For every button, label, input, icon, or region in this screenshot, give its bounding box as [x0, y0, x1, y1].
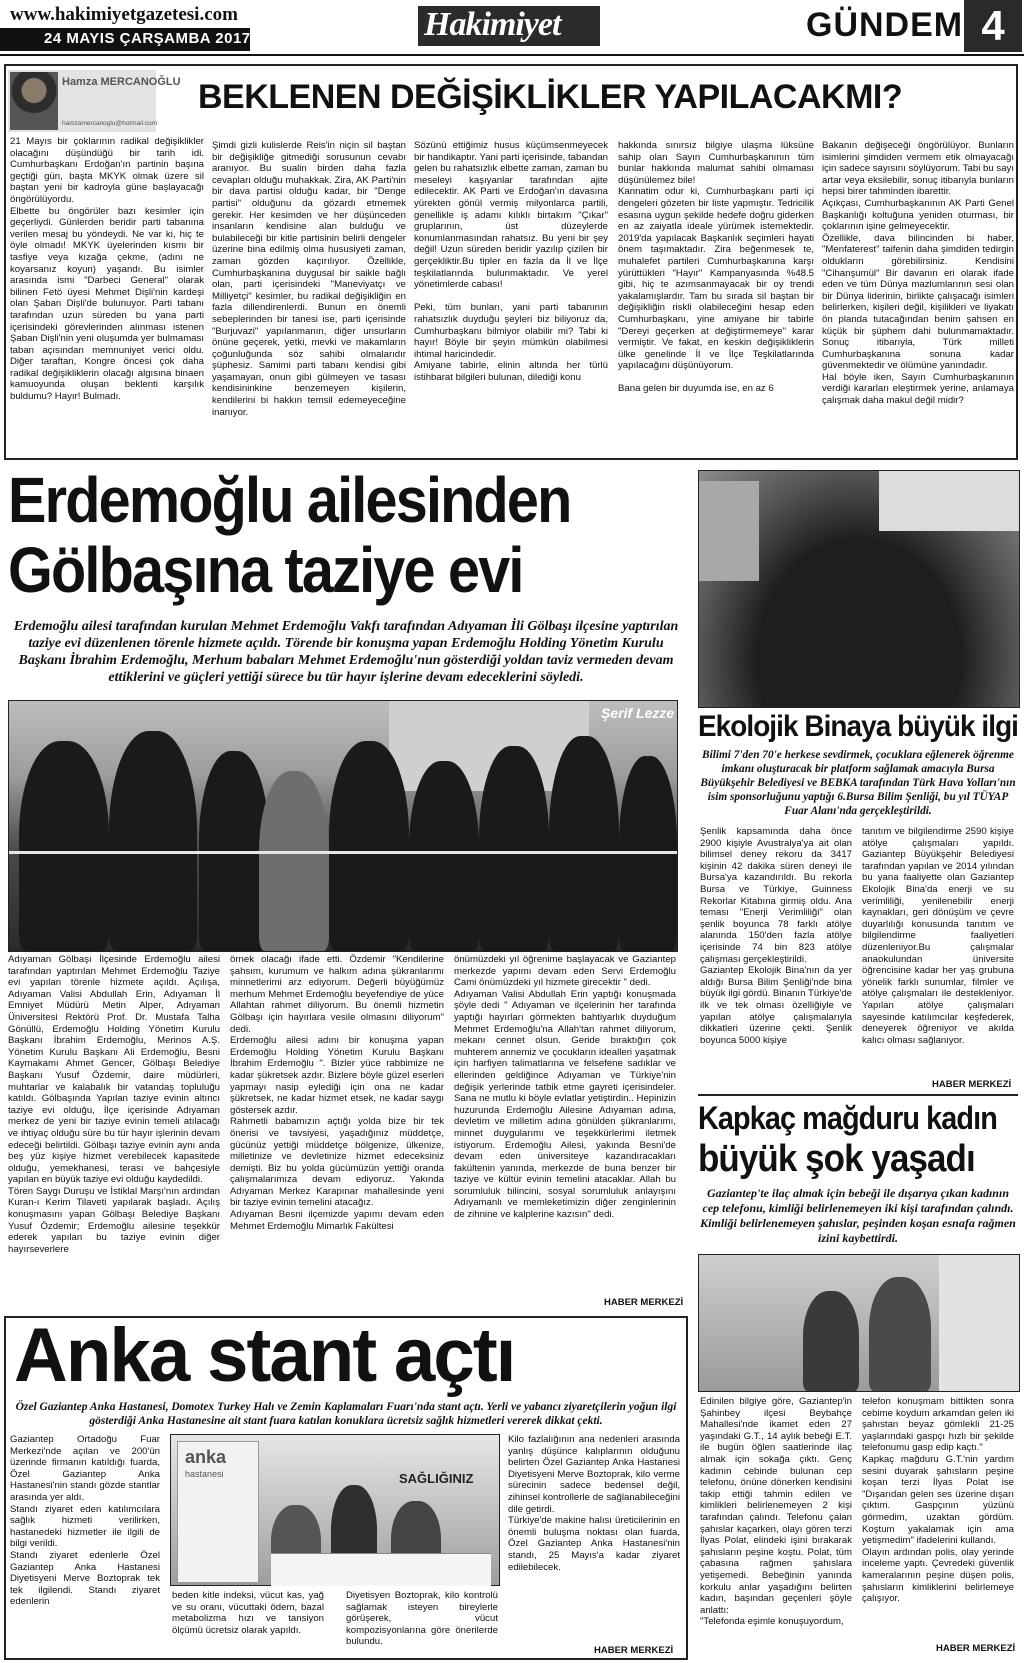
- column-text-4: hakkında sınırsız bilgiye ulaşma lüksüne sahip olan Sayın Cumhurbaşkanının tüm bunlar hakkında malumat sahibi olmaması düşünülemez bile! Kannatim odur ki, Cumhurbaşkanı parti içi dengeleri gözeten bir liste yapmıştır. Tedricilik esasına uygun şekilde hedefe doğru giderken en az zaiyatla ideale yürümek istemektedir. 2019'da yapılacak Başkanlık seçimleri hayati önem taşımaktadır. Zira beğenmesek te, muhalefet partileri Cumhurbaşkanına karşı yürüttükleri "Hayır" Kampanyasında %48.5 gibi, hiç te azımsanmayacak bir oy trendi yakalamışlardır. Tam bu sırada sil baştan bir değişikliğin riskli olabileceğini hesap eden Cumhurbaşkanı, yine amiyane bir tabirle "Dereyi geçerken at değiştirmemeye" karar vermiştir. Ve fakat, en keskin değişikliklerin ülke genelinde İl ve İlçe Teşkilatlarında yapılacağını düşünüyorum. Bana gelen bir duyumda ise, en az 6: [618, 140, 814, 395]
- kapkac-headline-2: büyük şok yaşadı: [698, 1138, 975, 1180]
- stand-wall-banner: SAĞLIĞINIZ: [399, 1471, 474, 1486]
- taziye-headline-2: Gölbaşına taziye evi: [8, 534, 523, 606]
- author-photo-box: [8, 70, 181, 132]
- kapkac-text-2: telefon konuşmam bittikten sonra cebime koydum arkamdan gelen iki şahıstan beyaz gömlekli 21-25 yaşlarındaki gaspçı hızlı bir şekilde telefonumu gasp edip kaçtı." Kapkaç mağduru G.T.'nin yardım sesini duyarak şahısların peşine koşan terzi İlyas Polat ise "Dışarıdan gelen ses üzerine dışarı çıktım. Gaspçının yüzünü görmedim, uzaktan gördüm. Koştum yakalamak için ama yetişmedim" ifadelerini kullandı. Olayın ardından polis, olay yerinde inceleme yaptı. Çevredeki güvenlik kameralarının peşine düşen polis, şahısların kimliklerini belirlemeye çalışıyor.: [862, 1396, 1014, 1605]
- author-email[interactable]: hamzamercanoglu@hotmail.com: [62, 120, 158, 127]
- ribbon: [9, 851, 677, 854]
- kapkac-rule: [698, 1094, 1018, 1096]
- column-text-2: Şimdi gizli kulislerde Reis'in niçin sil baştan bir değişikliğe gitmediği sorusunun cevabı aranıyor. Bu sualin birden daha fazla cevapları olduğu muhakkak. Zira, AK Parti'nin bir dava partisi olduğu kadar, bir "Denge partisi" olduğunu da gözardı etmemek gerekir. Her kesimden ve her düşünceden insanların kendisine alan bulduğu ve bulabileceği bir kitle partisinin belirli dengeler üzerine bina edilmiş olma hususiyeti zaman, zaman gözden kaçırılıyor. Özellikle, Cumhurbaşkanına duygusal bir saikle bağlı olan, parti içerisindeki "Maneviyatçı ve Milliyetçi" kesimler, bu radikal değişikliğin en fazla dillendirenlerdi. Bunun en önemli sebeplerinden bir tanesi ise, parti içerisinde "Burjuvazi" yapılanmanın, diğer unsurların önüne geçerek, yetki, mevki ve makamların çoğunluğunda söz sahibi olmalarıdır şüphesiz. Samimi parti tabanı kendisi gibi yaşamayan, onun gibi gülmeyen ve tasası kendisininkine benzemeyen kişilerin, kendilerini bi hakkın temsil edemeyeceğine inanıyor.: [212, 140, 406, 418]
- taziye-text-2: örnek olacağı ifade etti. Özdemir "Kendilerine şahsım, kurumum ve halkım adına şükranlarımı minnetlerimi arz ediyorum. Değerli büyüğümüz merhum Mehmet Erdemoğlu beyefendiye de yüce Allahtan rahmet diliyorum. Bu önemli hizmetin Gölbaşı için hayırlara vesile olmasını diliyorum" dedi. Erdemoğlu ailesi adını bir konuşma yapan Erdemoğlu Holding Yönetim Kurulu Başkanı İbrahim Erdemoğlu ". Bizler yüce rabbimize ne kadar şükretsek azdır. Bizlere böyle güzel eserleri yapmayı nasip eylediği için ona ne kadar şükretsek, ne kadar hizmet etsek, ne kadar saygı göstersek azdır. Rahmetli babamızın açtığı yolda bize bir tek önerisi ve tavsiyesi, yaşadığınız müddetçe, gücünüz yettiği müddetçe bölgenize, ülkenize, milletinize ve devletinize hizmet edeceksiniz demişti. Biz bu yolda gücümüzün yettiği oranda çalışmalarımıza devam ediyoruz. Yakında Adıyaman Merkez Karapınar mahallesinde yeni bir taziye evinin temelini atacağız. Adıyaman Besni ilçemizde yapımı devam eden Mehmet Erdemoğlu Mimarlık Fakültesi: [230, 954, 444, 1232]
- person-7: [479, 746, 549, 951]
- issue-date: 24 MAYIS ÇARŞAMBA 2017: [44, 30, 251, 47]
- anka-text-3: Diyetisyen Boztoprak, kilo kontrolü sağlamak isteyen bireylerle görüşerek, vücut kompozisyonlarına göre önerilerde bulundu.: [346, 1590, 498, 1648]
- ekolojik-text-1: Şenlik kapsamında daha önce 2900 kişiyle Avustralya'ya ait olan bilimsel deney rekoru da 3417 kişinin 42 dakika süren deneyi ile Bursa'ya kazandırıldı. Bu rekorla Bursa ve Türkiye, Guinness Rekorlar Kitabına girmiş oldu. Ana teması "Enerji Verimliliği" olan şenlik boyunca 78 farklı atölye alanında 150'den fazla atölye içerisinde 74 bin 823 atölye çalışması gerçekleştirildi. Gaziantep Ekolojik Bina'nın da yer aldığı Bursa Bilim Şenliği'nde bina büyük ilgi gördü. Binanın Türkiye'de ilk ve tek olması özelliğiyle ve yapılan atölye çalışmalarıyla dikkatleri üzerine çekti. Şenlik boyunca 5000 kişiye: [700, 826, 852, 1046]
- building-sign: Şerif Lezze: [601, 705, 675, 721]
- building-wall: [939, 1255, 1019, 1391]
- author-name: Hamza MERCANOĞLU: [62, 76, 181, 88]
- masthead: [0, 0, 1024, 54]
- taziye-ribbon-photo: [8, 700, 678, 952]
- anka-text-1: Gaziantep Ortadoğu Fuar Merkezi'nde açılan ve 200'ün üzerinde firmanın katıldığı fuarda, Özel Gaziantep Anka Hastanesi'nin standı gözde stantlar arasında yer aldı. Standı ziyaret eden katılımcılara sağlık hizmeti verilirken, hastanedeki hizmetler ile ilgili de bilgi verildi. Standı ziyaret edenlerle Özel Gaziantep Anka Hastanesi Diyetisyeni Merve Boztoprak tek tek ilgilendi. Standı ziyaret edenlerin: [10, 1434, 160, 1608]
- anka-headline: Anka stant açtı: [14, 1313, 515, 1398]
- column-headline: BEKLENEN DEĞİŞİKLİKLER YAPILACAKMI?: [198, 78, 903, 116]
- taziye-text-3: önümüzdeki yıl öğrenime başlayacak ve Gaziantep merkezde yapımı devam eden Servi Erdemoğlu Cami önümüzdeki yıl hizmete girecektir " dedi. Adıyaman Valisi Abdullah Erin yaptığı konuşmada şöyle dedi " Adıyaman ve ilçelerinin her tarafında yaptığı hayırları görmekten bahtiyarlık duyduğum Mehmet Erdemoğlu'na Allah'tan rahmet diliyorum, mekanı cennet olsun. Geride bıraktığın çok muhterem annemiz ve çocukların idealleri yaşatmak için harfiyen talimatlarına ve felsefene sadıklar ve ellerinden geldiğince Adıyaman ve Türkiye'nin değişik yerlerinde tatbik etme gayreti içerisindeler. Sana ne mutlu ki böyle evlatlar yetiştirdin.. Hepinizin huzurunda Erdemoğlu Ailesine Adıyaman adına, devletim ve milletim adına gönülden şükranlarımı, minnet duygularımı ve teşekkürlerimi iletmek istiyorum. Erdemoğlu Ailesi, yakında Besni'de devam eden üniversiteye kazandıracakları fakültenin yanında, merkezde de buna benzer bir taziye ve kültür evinin temelini atacaklar. Allah bu sorumluluk bilincini, sosyal sorumluluk anlayışını Adıyamanlı ve memleketimizin diğer zenginlerinin de zihnine ve kalplerine kazısın" dedi.: [454, 954, 676, 1221]
- anka-signature: HABER MERKEZİ: [594, 1645, 674, 1656]
- section-title: GÜNDEM: [806, 6, 964, 44]
- anka-lede: Özel Gaziantep Anka Hastanesi, Domotex Turkey Halı ve Zemin Kaplamaları Fuarı'nda stant açtı. Yerli ve yabancı ziyaretçilerin yoğun ilgi gösterdiği Anka Hastanesine ait stant fuara katılan konuklara ücretsiz sağlık hizmetleri vererek dikkat çekti.: [15, 1401, 677, 1427]
- tailor-man: [869, 1277, 931, 1391]
- person-4: [259, 771, 329, 951]
- newspaper-logo-text: Hakimiyet: [424, 6, 561, 43]
- taziye-headline-1: Erdemoğlu ailesinden: [8, 464, 571, 536]
- column-text-1: 21 Mayıs bir çoklarının radikal değişiklikler olacağını düşündüğü bir tarih idi. Cumhurbaşkanı Erdoğan'ın partinin başına geçtiği gün, başta MKYK olmak üzere sil baştan yeni bir kadroyla güne başlayacağı öngörülüyordu. Elbette bu öngörüler bazı kesimler için geçerliydi. Günlerden beridir parti tabanına verilen mesaj bu yöndeydi. Ne var ki, hiç te öyle olmadı! MKYK üyelerinden kısmı bir tasfiye veya kızağa çekme, (adını ne koyarsanız koyun) yaşandı. Bu isimler arasında ismi "Darbeci General" olarak bilinen Fetö üyesi Mehmet Dişli'nin kardeşi olan Şaban Dişli'de bulunuyor. Parti tabanı tarafından uzun süreden bu yana parti içerisindeki görevlerinden alınması istenen Şaban Dişli'nin yeni oluşumda yer bulmaması taban açısından memnuniyet verici oldu. Diğer taraftan, Kongre öncesi çok daha radikal değişikliklerin olacağı algısına binaen kamuoyunda oluşan beklenti karşılık buldumu? Hayır! Bulmadı.: [10, 136, 204, 403]
- taziye-lede: Erdemoğlu ailesi tarafından kurulan Mehmet Erdemoğlu Vakfı tarafından Adıyaman İli Gölbaşı ilçesine yaptırılan taziye evi düzenlenen törenle hizmete açıldı. Törende bir konuşma yapan Erdemoğlu Holding Yönetim Kurulu Başkanı İbrahim Erdemoğlu, Merhum babaları Mehmet Erdemoğlu'nun gösterdiği yoldan taviz vermeden devam ettiklerini ve güçleri yettiği sürece bu tür hayır işlerine devam edeceklerini söyledi.: [13, 619, 679, 685]
- stand-brand: anka: [185, 1447, 227, 1467]
- website-url[interactable]: www.hakimiyetgazetesi.com: [10, 4, 238, 25]
- ekolojik-text-2: tanıtım ve bilgilendirme 2590 kişiye atölye çalışmaları yapıldı. Gaziantep Büyükşehir Belediyesi tarafından yapılan ve 2014 yılından bu yana faaliyette olan Gaziantep Ekolojik Bina'da enerji ve su verimliliği, yenilenebilir enerji kaynakları, geri dönüşüm ve çevre duyarlılığı konusunda tanıtım ve bilgilendirme faaliyetleri düzenleniyor.Bu çalışmalar anaokulundan üniversite öğrencisine kadar her yaş grubuna yönelik farklı sunumlar, filmler ve atölye çalışmaları ile destekleniyor. Yapılan atölye çalışmaları sayesinde katılımcılar keşfederek, deneyerek öğreniyor ve akılda kalıcı olması sağlanıyor.: [862, 826, 1014, 1046]
- exhibit-stand: [699, 481, 759, 581]
- taziye-text-1: Adıyaman Gölbaşı İlçesinde Erdemoğlu ailesi tarafından yaptırılan Mehmet Erdemoğlu Taziye evi yapılan törenle hizmete açıldı. Açılışa, Adıyaman Valisi Abdullah Erin, Adıyaman İl Emniyet Müdürü Metin Alper, Adıyaman Üniversitesi Rektörü Prof. Dr. Mustafa Talha Gönüllü, Erdemoğlu Holding Yönetim Kurulu Başkanı İbrahim Erdemoğlu, Merinos A.Ş. Yönetim Kurulu Başkanı Ali Erdemoğlu, Besni Kaymakamı Ahmet Gencer, Gölbaşı Belediye Başkanı Yusuf Özdemir, daire müdürleri, muhtarlar ve kalabalık bir vatandaş topluluğu katıldı. Gölbaşında Yapılan taziye evinin altıncı taziye evi olduğu, İlçe içerisinde Adıyaman merkez de yeni bir taziye evinin temeli atılacağı ve ihtiyaç olduğu süre bu tür hayır işlerinin devam edeceği belirtildi. Gölbaşı taziye evinin aynı anda beş yüz kişiye hizmet verebilecek kapasitede olduğu, yemekhanesi, terası ve bahçesiyle yapılan en büyük taziye evi olduğu kaydedildi. Tören Saygı Duruşu ve İstiklal Marşı'nın ardından Kuran-ı Kerim Tilaveti yapılarak başladı. Açılış konuşmasını yapan Gölbaşı Belediye Başkanı Yusuf Özdemir; Erdemoğlu ailesine teşekkür ederek yapılan bu taziye evinin diğer hayırseverlere: [8, 954, 220, 1255]
- info-desk: [271, 1553, 491, 1586]
- person-5: [329, 741, 409, 951]
- column-text-3: Sözünü ettiğimiz husus küçümsenmeyecek bir handikaptır. Yani parti içerisinde, tabandan gelen bu rahatsızlık elbette zaman, zaman bu meseleyi kaşıyanlar tarafından ajite edilecektir. AK Parti ve Erdoğan'ın davasına yürekten gönül vermiş milyonlarca partili, genellikle iş adamı kılıklı birtakım "Çıkar" gruplarının, üst düzeylerde konumlanmasından rahatsız. Bu yeni bir şey değil! Uzun süreden beridir yazılıp çizilen bir gerçekliktir.Bu tipler en fazla da İl ve İlçe teşkilatlarında bulunmaktadır. Ve yerel yönetimlerde cabası! Peki, tüm bunları, yani parti tabanının rahatsızlık duyduğu şeyleri biz biliyoruz da, Cumhurbaşkanı bilmiyor olabilir mi? Tabi ki hayır! Böyle bir şeyin mümkün olabilmesi ihtimal haricindedir. Amiyane tabirle, elinin altında her türlü istihbarat bilgileri bulunan, dilediği konu: [414, 140, 608, 383]
- column-text-5: Bakanın değişeceği öngörülüyor. Bunların isimlerini şimdiden vermem etik olmayacağı için sadece sayısını söylüyorum. Tabi bu sayı artar veya eksilebilir, sonuç itibarıyla bunların hepsi birer tahminden ibarettir. Açıkçası, Cumhurbaşkanının AK Parti Genel Başkanlığı koltuğuna yeniden oturması, bir çoklarının işine gelmeyecektir. Özellikle, dava bilincinden bi haber, "Menfaterest" taifenin daha şimdiden tedirgin oldukların görebilirsiniz. Kendisini "Cihanşumül" Bir davanın eri olarak ifade eden ve tüm Dünya mazlumlarının sesi olan bir Dünya liderinin, birlikte çalışacağı isimleri belirlerken, kişileri değil, kişilikleri ve liyakatı ön planda tutacağından benim şahsen en küçük bir şüphem dahi bulunmamaktadır. Sonuç itibarıyla, Türk milleti Cumhurbaşkanına sonuna kadar güvenmektedir ve ölümüne yanındadır. Hal böyle iken, Sayın Cumhurbaşkanının verdiği kararları eleştirmek yerine, anlamaya çalışmak daha makul değil midir?: [822, 140, 1014, 407]
- kapkac-photo: [698, 1254, 1020, 1392]
- ekolojik-headline: Ekolojik Binaya büyük ilgi: [698, 710, 1019, 743]
- ekolojik-signature: HABER MERKEZİ: [932, 1079, 1012, 1090]
- person-8: [549, 736, 619, 951]
- taziye-signature: HABER MERKEZİ: [604, 1297, 684, 1308]
- ekolojik-lede: Bilimi 7'den 70'e herkese sevdirmek, çocuklara eğlenerek öğrenme imkanı oluşturacak bir platform sağlamak amacıyla Bursa Büyükşehir Belediyesi ve BEBKA tarafından Türk Hava Yolları'nın isim sponsorluğunu yaptığı 6.Bursa Bilim Şenliği, bu yıl TÜYAP Fuar Alanı'nda gerçekleştirildi.: [700, 749, 1016, 817]
- ekolojik-crowd-photo: [698, 470, 1020, 708]
- kapkac-signature: HABER MERKEZİ: [936, 1643, 1016, 1654]
- kapkac-text-1: Edinilen bilgiye göre, Gaziantep'in Şahinbey ilçesi Beybahçe Mahallesi'nde ikamet eden 27 yaşındaki G.T., 14 aylık bebeği E.T. ile bugün öğlen saatlerinde ilaç almak için sokağa çıktı. Genç kadının cebinde bulunan cep telefonu, önüne dönerken kendisini takip ettiği tahmin edilen ve kimlikleri belirlenemeyen 2 kişi tarafından çalındı. Telefonu çalan şahıslar kaçarken, olayı gören terzi İlyas Polat, elindeki işini bırakarak şahısların peşine koştu. Polat, tüm çabasına rağmen şahıslara yetişemedi. Bebeğinin yanında korkulu anlar yaşadığını belirten kadın, başından geçenleri şöyle anlattı: "Telefonda eşimle konuşuyordum,: [700, 1396, 852, 1628]
- anka-text-4: Kilo fazlalığının ana nedenleri arasında yanlış düşünce kalıplarının olduğunu belirten Özel Gaziantep Anka Hastanesi Diyetisyeni Merve Boztoprak, kilo verme sürecinin sadece bedensel değil, zihinsel kontrollerle de sağlanabileceğini dile getirdi. Türkiye'de makine halısı üreticilerinin en önemli buluşma noktası olan fuarda, Özel Gaziantep Anka Hastanesi'nin standı, 25 Mayıs'a kadar ziyaret edilebilecek.: [508, 1434, 680, 1573]
- author-portrait: [10, 72, 58, 130]
- stand-brand-sub: hastanesi: [185, 1469, 224, 1479]
- tent-canopy: [879, 471, 1019, 531]
- person-2: [109, 731, 197, 951]
- person-6: [409, 761, 479, 951]
- page-number: 4: [981, 2, 1005, 49]
- kapkac-headline-1: Kapkaç mağduru kadın: [698, 1100, 997, 1136]
- victim-woman: [803, 1291, 859, 1391]
- anka-stand-photo: [170, 1434, 500, 1586]
- kapkac-lede: Gaziantep'te ilaç almak için bebeği ile dışarıya çıkan kadının cep telefonu, kimliği belirlenemeyen iki kişi tarafından çalındı. Kimliği belirlenemeyen şahıslar, peşinden koşan esnafa rağmen izini kaybettirdi.: [700, 1186, 1016, 1245]
- masthead-rule: [0, 54, 1024, 56]
- anka-text-2: beden kitle indeksi, vücut kas, yağ ve su oranı, vücuttaki ödem, bazal metabolizma hızı ve tansiyon ölçümü ücretsiz olarak yapıldı.: [172, 1590, 324, 1636]
- person-1: [19, 741, 109, 951]
